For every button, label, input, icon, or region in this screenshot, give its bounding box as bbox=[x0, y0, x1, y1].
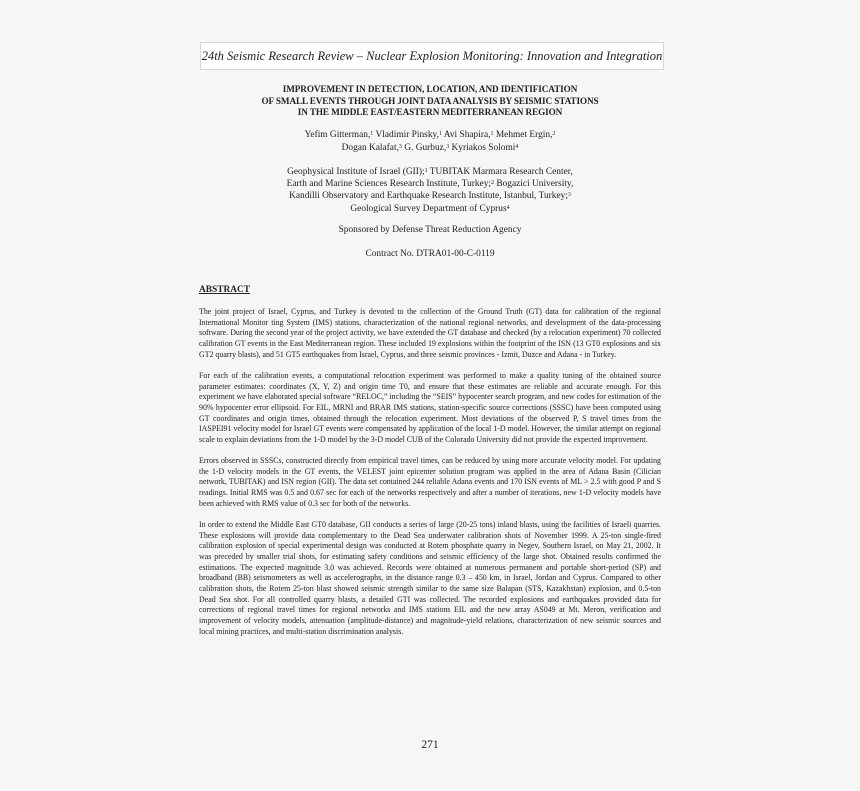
page-number: 271 bbox=[421, 739, 439, 751]
affiliation-text: Geological Survey Department of Cyprus bbox=[350, 203, 507, 214]
author-name: Kyriakos Solomi bbox=[451, 142, 516, 153]
author-name: Dogan Kalafat, bbox=[341, 142, 399, 153]
author-affiliation-mark: 2 bbox=[552, 131, 556, 137]
running-header bbox=[200, 42, 664, 70]
affiliations bbox=[200, 166, 660, 215]
author-name: Mehmet Ergin, bbox=[495, 130, 553, 140]
abstract-heading: ABSTRACT bbox=[199, 285, 251, 295]
abstract-paragraph-4: In order to extend the Middle East GT0 database, GII conducts a series of large (20-25 tons) inland blasts, using the facilities of Israeli quarries. These explosions will provide data complementary to the Dead Sea underwater calibration shots of November 1999. A 25-ton single-fired calibration explosion of special experimental design was conducted at Rotem phosphate quarry in Negev, Southern Israel, on May 21, 2002. It was preceded by smaller trial shots, for estimating safety conditions and seismic efficiency of the large shot. Obtained results confirmed the estimations. The expected magnitude 3.0 was achieved. Records were obtained at numerous permanent and portable short-period (SP) and broadband (BB) seismometers as well as accelerographs, in the distance range 0.3 – 450 km, in Israel, Jordan and Cyprus. Compared to other calibration shots, the Rotem 25-ton blast showed seismic strength similar to the same size Balapan (STS, Kazakhstan) explosion, and 0.5-ton Dead Sea shot. For all controlled quarry blasts, a detailed GTI was collected. The recorded explosions and earthquakes provided data for corrections of regional travel times for regional networks and IMS stations EIL and the new array AS049 at Mt. Meron, verification and improvement of velocity models, attenuation (amplitude-distance) and magnitude-yield relations, characterization of new seismic sources and local mining practices, and multi-station discrimination analysis. bbox=[199, 519, 661, 636]
title-line-1: IMPROVEMENT IN DETECTION, LOCATION, AND IDENTIFICATION bbox=[282, 84, 578, 94]
author-name: Avi Shapira, bbox=[443, 130, 491, 140]
affiliation-mark: 3 bbox=[567, 192, 571, 199]
sponsor-line: Sponsored by Defense Threat Reduction Agency bbox=[338, 225, 522, 235]
author-affiliation-mark: 3 bbox=[398, 143, 402, 150]
author-affiliation-mark: 1 bbox=[370, 131, 374, 137]
affiliation-text: Geophysical Institute of Israel (GII); bbox=[287, 167, 425, 177]
author-name: Vladimir Pinsky, bbox=[375, 130, 439, 140]
affiliation-text: Earth and Marine Sciences Research Institute, Turkey; bbox=[286, 179, 492, 190]
author-line-2 bbox=[200, 142, 660, 155]
abstract-paragraph-1: The joint project of Israel, Cyprus, and Turkey is devoted to the collection of the Ground Truth (GT) data for calibration of the regional International Monitor ting System (IMS) stations, characterization of the national regional networks, and development of the data-processing software. During the second year of the project activity, we have extended the GT database and checked (by a relocation experiment) 70 collected calibration GT events in the East Mediterranean region. These included 19 explosions within the footprint of the ISN (13 GT0 explosions and six GT2 quarry blasts), and 51 GT5 earthquakes from Israel, Cyprus, and three seismic provinces - Izmit, Duzce and Adana - in Turkey. bbox=[199, 307, 661, 359]
abstract-body bbox=[199, 307, 661, 648]
abstract-paragraph-3: Errors observed in SSSCs, constructed directly from empirical travel times, can be reduced by using more accurate velocity model. For updating the 1-D velocity models in the GT events, the VELEST joint epicenter solution program was applied in the area of Adana Basin (Cilician network, TUBITAK) and ISN region (GII). The data set contained 244 reliable Adana events and 170 ISN events of ML > 2.5 with good P and S readings. Initial RMS was 0.5 and 0.67 sec for each of the networks respectively and after a number of iterations, new 1-D velocity models have been achieved with RMS value of 0.3 sec for both of the networks. bbox=[199, 456, 661, 508]
paper-title bbox=[200, 84, 660, 119]
author-affiliation-mark: 1 bbox=[490, 131, 494, 137]
author-affiliation-mark: 4 bbox=[515, 143, 519, 150]
affiliation-mark: 4 bbox=[506, 204, 510, 211]
affiliation-line-3 bbox=[200, 190, 660, 202]
title-line-2: OF SMALL EVENTS THROUGH JOINT DATA ANALYSIS BY SEISMIC STATIONS bbox=[261, 95, 599, 106]
author-affiliation-mark: 3 bbox=[446, 143, 450, 150]
author-affiliation-mark: 1 bbox=[438, 131, 442, 137]
author-list bbox=[200, 129, 660, 154]
affiliation-text: TUBITAK Marmara Research Center, bbox=[429, 167, 573, 177]
author-name: Yefim Gitterman, bbox=[304, 130, 371, 140]
affiliation-line-1 bbox=[200, 166, 660, 178]
contract-number: Contract No. DTRA01-00-C-0119 bbox=[365, 249, 495, 259]
title-line-3: IN THE MIDDLE EAST/EASTERN MEDITERRANEAN REGION bbox=[297, 107, 563, 117]
affiliation-text: Kandilli Observatory and Earthquake Research Institute, Istanbul, Turkey; bbox=[289, 191, 568, 202]
running-header-text: 24th Seismic Research Review – Nuclear Explosion Monitoring: Innovation and Integration bbox=[201, 48, 663, 63]
abstract-paragraph-2: For each of the calibration events, a computational relocation experiment was performed to make a quality tuning of the obtained source parameter estimates: coordinates (X, Y, Z) and origin time T0, and ensure that these estimates are reliable and accurate enough. For this experiment we have elaborated special software “RELOC,” including the “SEIS” hypocenter search program, and new codes for estimation of the 90% hypocenter error ellipsoid. For EIL, MRNI and BRAR IMS stations, station-specific source corrections (SSSC) have been computed using GT coordinates and origin times, obtained through the relocation experiment. Most deviations of the observed P, S travel times from the IASPEI91 velocity model for Israel GT events were compensated by application of the local 1-D model. However, the similar attempt on regional scale to explain deviations from the 1-D model by the 3-D model CUB of the Colorado University did not provide the expected improvement. bbox=[199, 370, 661, 444]
affiliation-line-2 bbox=[200, 178, 660, 190]
affiliation-line-4 bbox=[200, 203, 660, 215]
affiliation-mark: 1 bbox=[424, 168, 428, 174]
affiliation-text: Bogazici University, bbox=[496, 179, 574, 190]
author-name: G. Gurbuz, bbox=[404, 142, 447, 153]
author-line-1 bbox=[200, 129, 660, 142]
affiliation-mark: 2 bbox=[491, 180, 495, 187]
